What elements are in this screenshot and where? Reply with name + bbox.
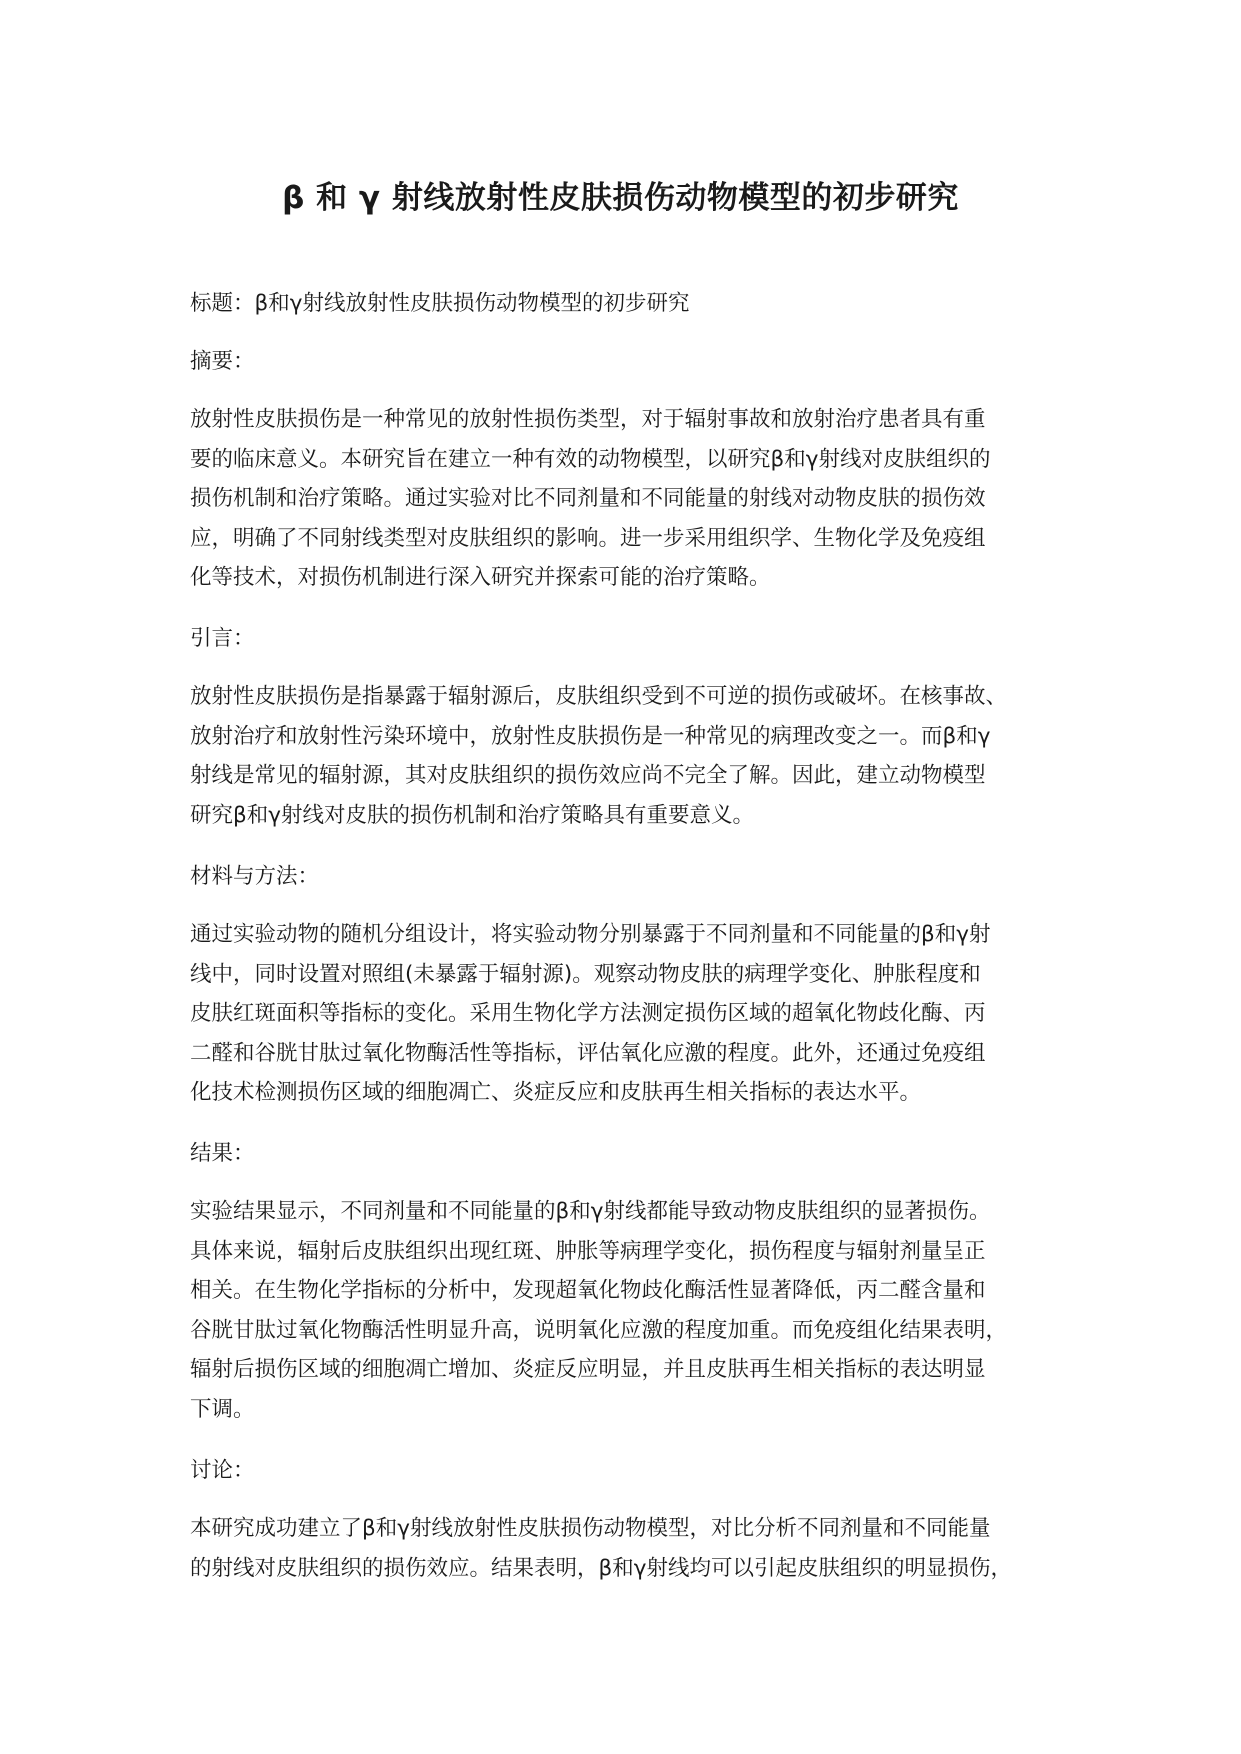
- introduction-line: 射线是常见的辐射源，其对皮肤组织的损伤效应尚不完全了解。因此，建立动物模型: [190, 763, 986, 788]
- introduction-paragraph: [190, 677, 1070, 835]
- introduction-line: 研究β和γ射线对皮肤的损伤机制和治疗策略具有重要意义。: [190, 802, 754, 828]
- abstract-paragraph: [190, 400, 1070, 598]
- introduction-heading: 引言：: [190, 626, 255, 651]
- methods-line: 化技术检测损伤区域的细胞凋亡、炎症反应和皮肤再生相关指标的表达水平。: [190, 1080, 922, 1105]
- results-heading: 结果：: [190, 1141, 255, 1166]
- methods-heading: 材料与方法：: [190, 864, 320, 889]
- abstract-line: 放射性皮肤损伤是一种常见的放射性损伤类型，对于辐射事故和放射治疗患者具有重: [190, 407, 986, 432]
- results-line: 相关。在生物化学指标的分析中，发现超氧化物歧化酶活性显著降低，丙二醛含量和: [190, 1278, 986, 1303]
- introduction-line: 放射治疗和放射性污染环境中，放射性皮肤损伤是一种常见的病理改变之一。而β和γ: [190, 723, 991, 749]
- abstract-heading: 摘要：: [190, 349, 255, 374]
- results-line: 实验结果显示，不同剂量和不同能量的β和γ射线都能导致动物皮肤组织的显著损伤。: [190, 1199, 991, 1224]
- results-line: 具体来说，辐射后皮肤组织出现红斑、肿胀等病理学变化，损伤程度与辐射剂量呈正: [190, 1238, 986, 1264]
- abstract-line: 要的临床意义。本研究旨在建立一种有效的动物模型，以研究β和γ射线对皮肤组织的: [190, 446, 991, 472]
- introduction-line: 放射性皮肤损伤是指暴露于辐射源后，皮肤组织受到不可逆的损伤或破坏。在核事故、: [190, 684, 1008, 709]
- results-line: 辐射后损伤区域的细胞凋亡增加、炎症反应明显，并且皮肤再生相关指标的表达明显: [190, 1357, 986, 1382]
- methods-line: 皮肤红斑面积等指标的变化。采用生物化学方法测定损伤区域的超氧化物歧化酶、丙: [190, 1001, 986, 1026]
- subject-line: 标题：β和γ射线放射性皮肤损伤动物模型的初步研究: [190, 291, 690, 316]
- discussion-line: 本研究成功建立了β和γ射线放射性皮肤损伤动物模型，对比分析不同剂量和不同能量: [190, 1516, 991, 1541]
- abstract-line: 应，明确了不同射线类型对皮肤组织的影响。进一步采用组织学、生物化学及免疫组: [190, 525, 986, 551]
- methods-line: 二醛和谷胱甘肽过氧化物酶活性等指标，评估氧化应激的程度。此外，还通过免疫组: [190, 1040, 986, 1066]
- results-line: 下调。: [190, 1396, 255, 1422]
- document-title: β 和 γ 射线放射性皮肤损伤动物模型的初步研究: [282, 180, 959, 216]
- methods-line: 线中，同时设置对照组(未暴露于辐射源)。观察动物皮肤的病理学变化、肿胀程度和: [190, 961, 981, 987]
- discussion-paragraph: [190, 1509, 1070, 1588]
- discussion-heading: 讨论：: [190, 1458, 255, 1483]
- results-line: 谷胱甘肽过氧化物酶活性明显升高，说明氧化应激的程度加重。而免疫组化结果表明，: [190, 1317, 1008, 1343]
- methods-paragraph: [190, 915, 1070, 1113]
- abstract-line: 损伤机制和治疗策略。通过实验对比不同剂量和不同能量的射线对动物皮肤的损伤效: [190, 486, 986, 511]
- methods-line: 通过实验动物的随机分组设计，将实验动物分别暴露于不同剂量和不同能量的β和γ射: [190, 922, 991, 947]
- results-paragraph: [190, 1192, 1070, 1429]
- abstract-line: 化等技术，对损伤机制进行深入研究并探索可能的治疗策略。: [190, 565, 771, 590]
- discussion-line: 的射线对皮肤组织的损伤效应。结果表明，β和γ射线均可以引起皮肤组织的明显损伤，: [190, 1555, 1012, 1581]
